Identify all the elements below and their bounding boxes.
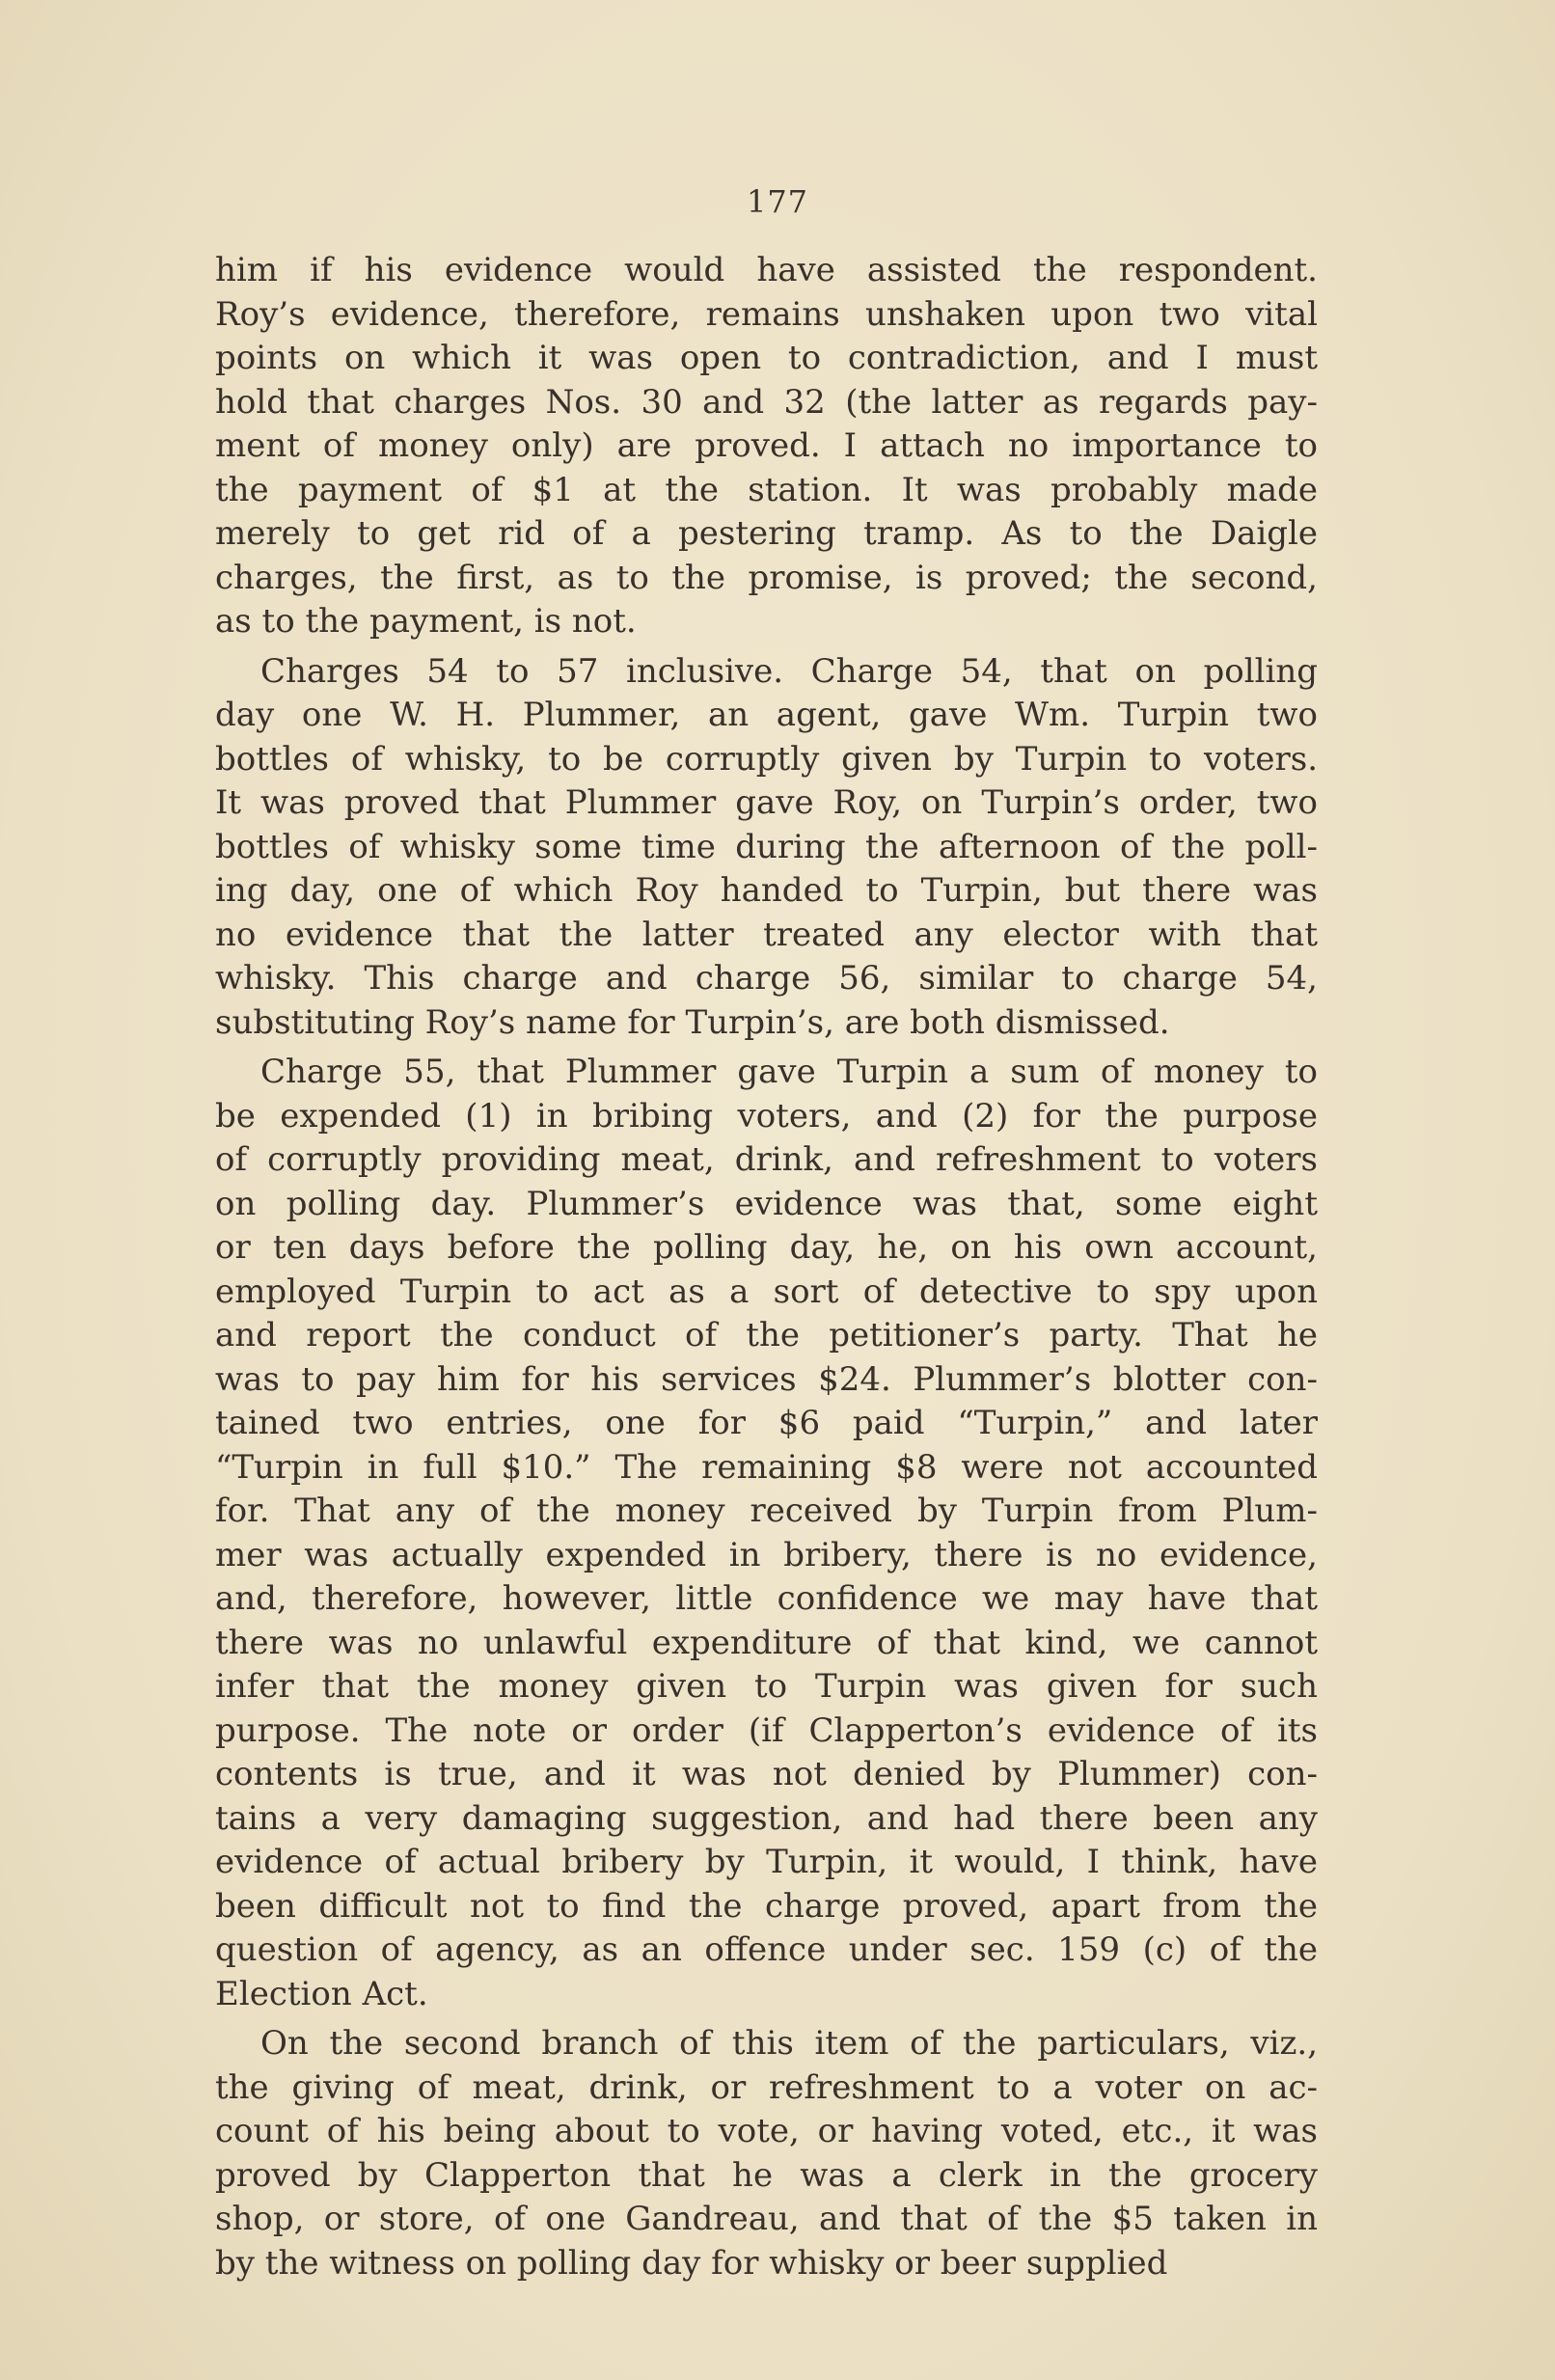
- text-line: bottles of whisky, to be corruptly given by Turpin to voters.: [215, 739, 1318, 779]
- text-line: Election Act.: [215, 1974, 428, 2013]
- text-line: him if his evidence would have assisted the respondent.: [215, 251, 1318, 289]
- text-line: ing day, one of which Roy handed to Turpin, but there was: [215, 871, 1318, 910]
- text-line: whisky. This charge and charge 56, similar to charge 54,: [215, 959, 1318, 998]
- text-line: and report the conduct of the petitioner’s party. That he: [215, 1316, 1318, 1354]
- paragraph: [215, 1051, 1318, 2016]
- text-line: ment of money only) are proved. I attach no importance to: [215, 426, 1318, 465]
- page-number: 177: [746, 183, 809, 220]
- text-line: was to pay him for his services $24. Plummer’s blotter con-: [215, 1359, 1318, 1399]
- text-line: day one W. H. Plummer, an agent, gave Wm. Turpin two: [215, 696, 1318, 734]
- text-line: mer was actually expended in bribery, there is no evidence,: [215, 1535, 1318, 1574]
- text-line: for. That any of the money received by Turpin from Plum-: [215, 1491, 1318, 1530]
- text-line: or ten days before the polling day, he, on his own account,: [215, 1228, 1318, 1267]
- text-line: as to the payment, is not.: [215, 602, 637, 641]
- text-line: tained two entries, one for $6 paid “Turpin,” and later: [215, 1404, 1318, 1442]
- text-line: On the second branch of this item of the particulars, viz.,: [260, 2024, 1318, 2063]
- text-line: hold that charges Nos. 30 and 32 (the latter as regards pay-: [215, 382, 1318, 422]
- text-line: and, therefore, however, little confidence we may have that: [215, 1579, 1318, 1618]
- text-line: charges, the first, as to the promise, is proved; the second,: [215, 558, 1318, 597]
- text-line: the payment of $1 at the station. It was probably made: [215, 470, 1318, 509]
- text-line: been difficult not to find the charge proved, apart from the: [215, 1886, 1318, 1926]
- text-line: contents is true, and it was not denied by Plummer) con-: [215, 1755, 1318, 1793]
- text-line: tains a very damaging suggestion, and had there been any: [215, 1798, 1318, 1838]
- text-line: no evidence that the latter treated any elector with that: [215, 915, 1318, 954]
- text-line: Charge 55, that Plummer gave Turpin a sum of money to: [260, 1053, 1318, 1091]
- paragraph: [215, 249, 1318, 644]
- text-line: purpose. The note or order (if Clapperton’s evidence of its: [215, 1710, 1318, 1750]
- text-line: employed Turpin to act as a sort of detective to spy upon: [215, 1272, 1318, 1311]
- text-line: evidence of actual bribery by Turpin, it would, I think, have: [215, 1843, 1318, 1881]
- text-line: there was no unlawful expenditure of that kind, we cannot: [215, 1623, 1318, 1662]
- text-line: It was proved that Plummer gave Roy, on Turpin’s order, two: [215, 783, 1318, 822]
- text-line: Charges 54 to 57 inclusive. Charge 54, that on polling: [260, 651, 1318, 691]
- text-line: points on which it was open to contradiction, and I must: [215, 339, 1318, 377]
- text-line: of corruptly providing meat, drink, and refreshment to voters: [215, 1140, 1318, 1179]
- text-line: the giving of meat, drink, or refreshment to a voter on ac-: [215, 2067, 1318, 2107]
- text-line: “Turpin in full $10.” The remaining $8 were not accounted: [215, 1447, 1318, 1487]
- text-line: be expended (1) in bribing voters, and (2) for the purpose: [215, 1096, 1318, 1135]
- paragraph: [215, 2022, 1318, 2285]
- text-line: shop, or store, of one Gandreau, and that of the $5 taken in: [215, 2200, 1318, 2238]
- body-text: [215, 249, 1318, 2285]
- text-line: bottles of whisky some time during the afternoon of the poll-: [215, 827, 1318, 866]
- text-line: by the witness on polling day for whisky or beer supplied: [215, 2243, 1168, 2283]
- text-line: infer that the money given to Turpin was given for such: [215, 1667, 1318, 1706]
- text-line: proved by Clapperton that he was a clerk in the grocery: [215, 2155, 1318, 2195]
- text-line: merely to get rid of a pestering tramp. As to the Daigle: [215, 514, 1318, 553]
- paragraph: [215, 650, 1318, 1046]
- text-line: substituting Roy’s name for Turpin’s, are both dismissed.: [215, 1002, 1170, 1042]
- text-line: count of his being about to vote, or having voted, etc., it was: [215, 2112, 1318, 2150]
- text-line: question of agency, as an offence under sec. 159 (c) of the: [215, 1930, 1318, 1969]
- text-line: Roy’s evidence, therefore, remains unshaken upon two vital: [215, 294, 1318, 334]
- text-line: on polling day. Plummer’s evidence was that, some eight: [215, 1184, 1318, 1223]
